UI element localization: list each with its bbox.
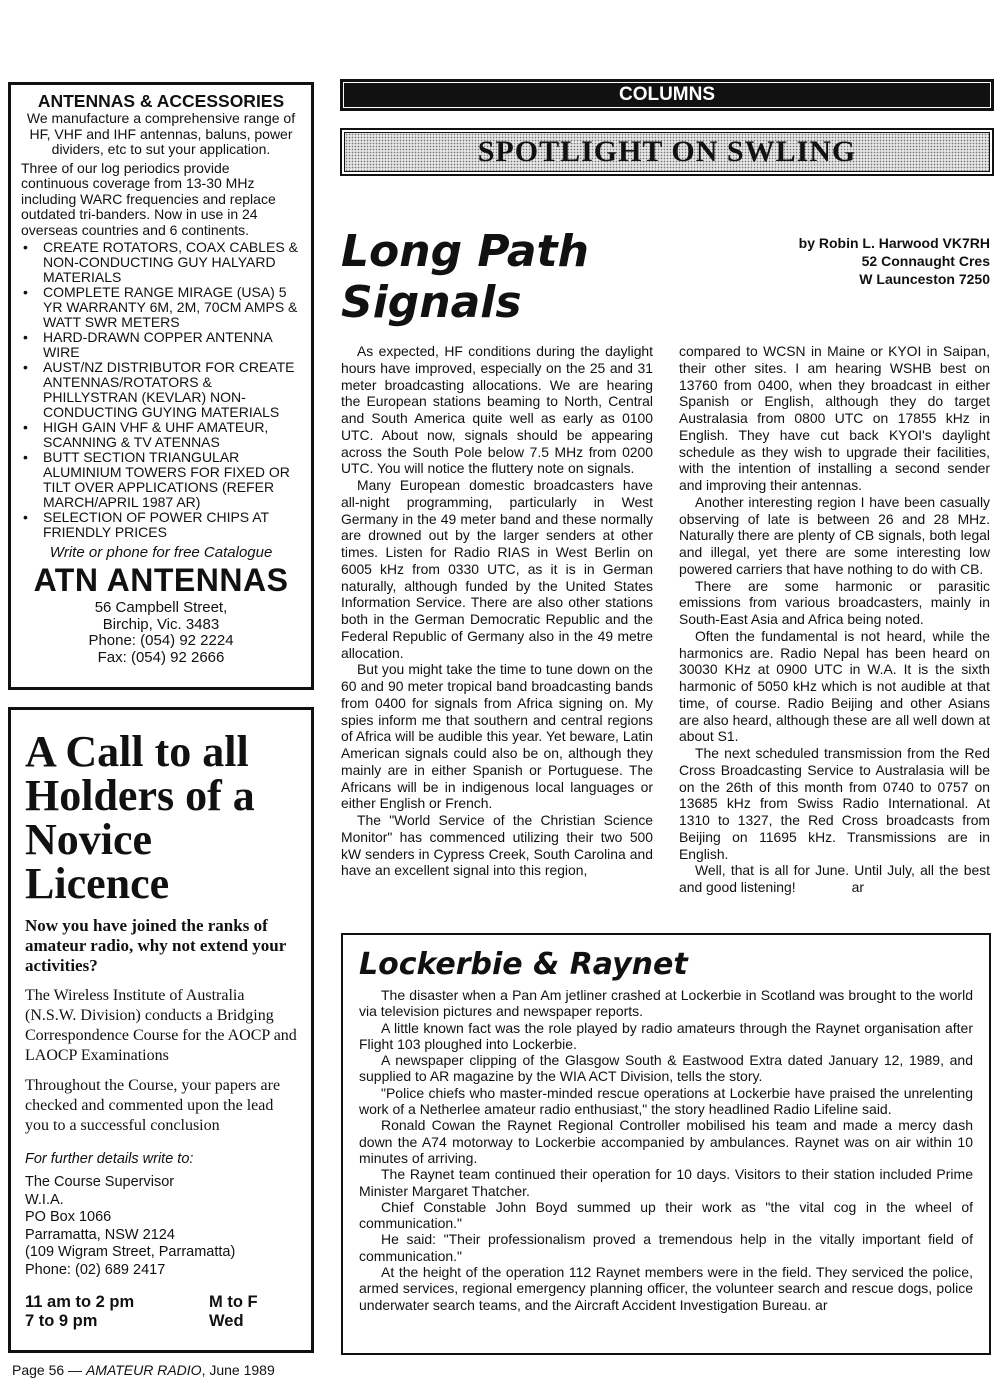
ad1-intro-2: Three of our log periodics provide continuous coverage from 13-30 MHz including WARC frequencies and replace outdated tri-banders. Now in use in 24 overseas countries and 6 continents. [21,159,276,238]
ad1-title: ANTENNAS & ACCESSORIES [37,91,285,111]
paragraph: A little known fact was the role played by radio amateurs through the Raynet organisation after Flight 103 ploughed into Lockerbie. [359,1019,973,1052]
page-footer [12,1362,275,1378]
lockerbie-box [341,933,991,1355]
paragraph: Many European domestic broadcasters have all-night programming, particularly in West Germany in the 49 meter band and these normally are drowned out by the larger senders at other times. Listen for Radio RIAS in West Berlin on 6005 kHz from 0330 UTC, as it is in German naturally, although funded by the United States Information Service. There are also other stations both in the German Democratic Republic and the Federal Republic of Germany also in the 49 metre allocation. [341,477,653,661]
paragraph: The Raynet team continued their operation for 10 days. Visitors to their station included Prime Minister Margaret Thatcher. [359,1166,973,1199]
hours-days: Wed [209,1312,244,1330]
section-banner [340,128,994,176]
last-paragraph [679,862,990,896]
ad2-title [25,727,299,908]
article-byline [700,234,990,288]
ad2-title-line: Licence [25,859,170,908]
ad2-title-line: Novice [25,815,153,864]
last-paragraph [359,1264,973,1313]
paragraph: Often the fundamental is not heard, while the harmonics are. Radio Nepal has been heard on 30030 KHz at 0900 UTC in W.A. It is the sixth harmonic of 5050 kHz which is not audible at that time, of course. Radio Beijing and other Asians are also heard, although these are all well down at about S1. [679,627,990,745]
paragraph: Chief Constable John Boyd summed up their work as "the vital cog in the wheel of communication." [359,1198,973,1232]
paragraph: Ronald Cowan the Raynet Regional Controller mobilised his team and made a mercy dash down the A74 motorway to Lockerbie accompanied by ambulances. Raynet was on air within 10 minutes of arriving. [359,1117,973,1166]
headline-line: Long Path [341,226,589,277]
paragraph: But you might take the time to tune down on the 60 and 90 meter tropical band broadcasting bands from 0400 for signals from Africa signing on. My spies inform me that southern and central regions of Africa will be audible this year. Yet beware, Latin American signals could also be on, although they mainly are in either Spanish or Portuguese. The Africans will be in indigenous local languages or either English or French. [341,661,653,812]
headline-line: Signals [341,277,522,328]
paragraph: A newspaper clipping of the Glasgow South & Eastwood Extra dated January 12, 1989, and supplied to AR magazine by the WIA ACT Division, tells the story. [359,1052,973,1085]
ad2-further-details: For further details write to: [25,1151,194,1167]
paragraph-text: At the height of the operation 112 Raynet members were in the field. They serviced the police, armed services, regional emergency planning officer, the volunteer search and rescue dogs, police underwater search teams, and the Aircraft Accident Investigation Bureau. [359,1264,973,1313]
article-column-2 [679,343,990,896]
paragraph: Another interesting region I have been casually observing of late is between 26 and 28 MHz. Naturally there are plenty of CB signals, both legal and illegal, yet there are some interesting low powered carriers that have nothing to do with CB. [679,493,990,577]
ad2-title-line: A Call to all [25,727,249,776]
ad2-hours [25,1293,299,1331]
list-item: • SELECTION OF POWER CHIPS AT FRIENDLY PRICES [21,510,301,540]
byline-line: by Robin L. Harwood VK7RH [798,235,990,251]
paragraph: He said: "Their professionalism proved a tremendous help in the vitally important field of communication." [359,1231,973,1264]
address-line: 56 Campbell Street, [94,599,228,616]
address-line: Birchip, Vic. 3483 [102,615,220,633]
address-line: Fax: (054) 92 2666 [97,648,225,666]
ad1-catalogue-line: Write or phone for free Catalogue [49,544,273,561]
ad2-address [25,1174,299,1279]
wia-novice-ad [8,707,314,1353]
address-line: Phone: (054) 92 2224 [88,632,234,649]
ad1-address [21,600,301,666]
lockerbie-signoff: ar [815,1296,828,1313]
ad2-paragraph: Throughout the Course, your papers are checked and commented upon the lead you to a successful conclusion [25,1077,281,1134]
footer-page: Page 56 — [12,1362,86,1378]
address-line: Parramatta, NSW 2124 [25,1226,175,1243]
paragraph: The next scheduled transmission from the Red Cross Broadcasting Service to Australasia will be on the 26th of this month from 0740 to 0757 on 13685 kHz from Swiss Radio International. At 1310 to 1327, the Red Cross broadcasts from Beijing on 11695 kHz. Transmissions are in English. [679,745,990,862]
ad2-paragraph: The Wireless Institute of Australia (N.S.W. Division) conducts a Bridging Correspondence Course for the AOCP and LAOCP Examinations [25,987,297,1064]
columns-label: COLUMNS [343,82,991,108]
hours-time: 11 am to 2 pm [25,1293,135,1311]
section-title: SPOTLIGHT ON SWLING [344,132,990,172]
list-item: • CREATE ROTATORS, COAX CABLES & NON-CONDUCTING GUY HALYARD MATERIALS [21,240,301,285]
hours-days: M to F [209,1293,258,1311]
columns-banner [340,79,994,111]
address-line: (109 Wigram Street, Parramatta) [25,1244,236,1260]
footer-date: , June 1989 [201,1362,275,1378]
article-column-1 [341,343,653,879]
ad1-brand: ATN ANTENNAS [33,562,289,598]
paragraph: The "World Service of the Christian Science Monitor" has commenced utilizing their two 500 kW senders in Cypress Creek, South Carolina and have an excellent signal into this region, [341,812,653,879]
hours-time: 7 to 9 pm [25,1312,98,1330]
paragraph: As expected, HF conditions during the daylight hours have improved, especially on the 25 and 31 meter broadcasting allocations. We are hearing the European stations beaming to North, Central and South America quite well as early as 0100 UTC. About now, signals should be appearing across the South Pole below 7.5 MHz from 0200 UTC. You will notice the fluttery note on signals. [341,343,653,477]
list-item: • HARD-DRAWN COPPER ANTENNA WIRE [21,330,301,360]
byline-line: 52 Connaught Cres [861,253,990,269]
lockerbie-title: Lockerbie & Raynet [359,947,688,982]
address-line: W.I.A. [25,1191,64,1208]
ad1-intro: We manufacture a comprehensive range of HF, VHF and IHF antennas, baluns, power dividers, etc to sut your application. [26,110,296,157]
paragraph: The disaster when a Pan Am jetliner crashed at Lockerbie in Scotland was brought to the world via television pictures and newspaper reports. [359,987,973,1020]
ad2-title-line: Holders of a [25,771,255,820]
list-item: • COMPLETE RANGE MIRAGE (USA) 5 YR WARRANTY 6M, 2M, 70CM AMPS & WATT SWR METERS [21,285,301,330]
article-headline [341,226,731,328]
paragraph-text: Well, that is all for June. Until July, all the best and good listening! [679,862,990,895]
address-line: The Course Supervisor [25,1174,175,1190]
byline-line: W Launceston 7250 [859,271,990,287]
paragraph: "Police chiefs who master-minded rescue operations at Lockerbie have praised the unrelenting work of a Netherlee amateur radio enthusiast," the story headlined Radio Lifeline said. [359,1084,973,1118]
paragraph: compared to WCSN in Maine or KYOI in Saipan, their other sites. I am hearing WSHB best on 13760 from 0400, when they broadcast in either Spanish or English, although they do target Australasia from 0800 UTC on 17855 kHz in English. They have cut back KYOI's daylight schedule as they wish to upgrade their facilities, with the intention of installing a second sender and improving their antennas. [679,343,990,493]
list-item: • HIGH GAIN VHF & UHF AMATEUR, SCANNING & TV ATENNAS [21,420,301,450]
footer-magazine: AMATEUR RADIO [85,1362,202,1378]
ad2-subtitle: Now you have joined the ranks of amateur radio, why not extend your activities? [25,916,286,975]
ad1-product-list [21,240,301,540]
atn-antennas-ad [8,82,314,690]
address-line: Phone: (02) 689 2417 [25,1261,166,1278]
list-item: • BUTT SECTION TRIANGULAR ALUMINIUM TOWERS FOR FIXED OR TILT OVER APPLICATIONS (REFER MARCH/APRIL 1987 AR) [21,450,301,510]
article-signoff: ar [851,879,864,895]
address-line: PO Box 1066 [25,1209,112,1225]
list-item: • AUST/NZ DISTRIBUTOR FOR CREATE ANTENNAS/ROTATORS & PHILLYSTRAN (KEVLAR) NON-CONDUCTING GUYING MATERIALS [21,360,301,420]
lockerbie-body [359,987,973,1313]
paragraph: There are some harmonic or parasitic emissions from various broadcasters, mainly in South-East Asia and Africa being noted. [679,577,990,627]
